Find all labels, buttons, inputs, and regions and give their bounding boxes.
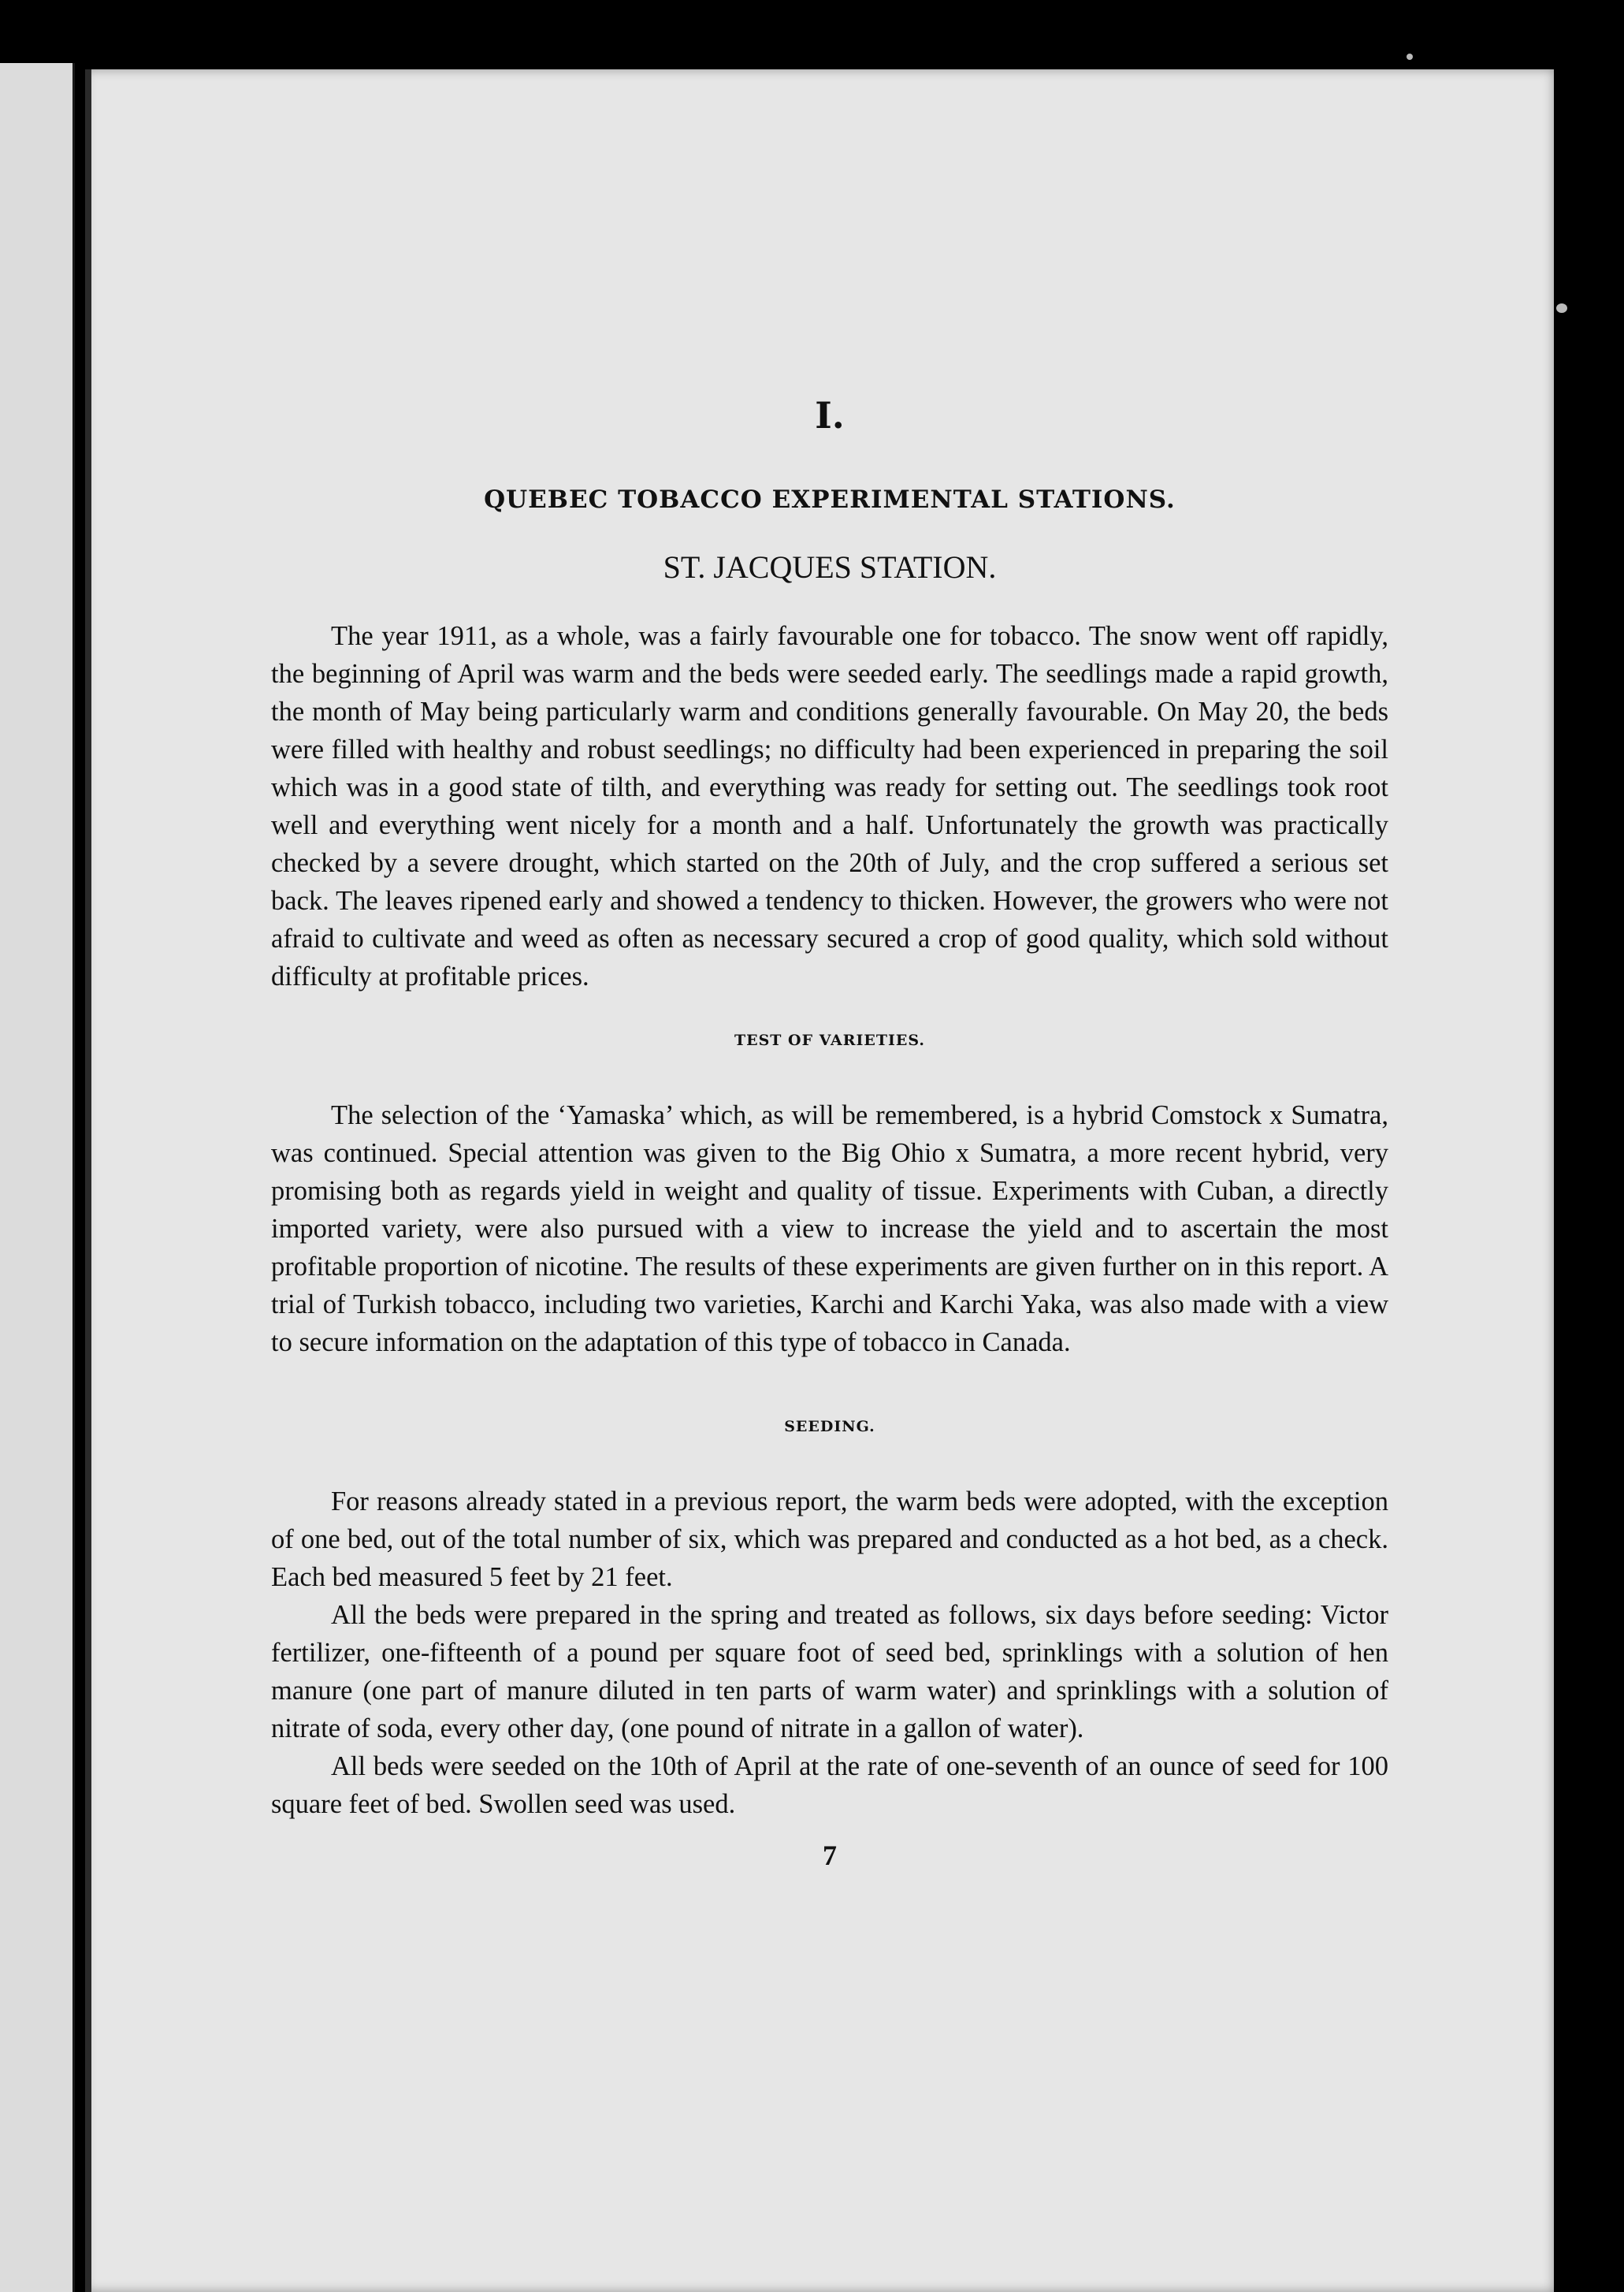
seeding-paragraph: All beds were seeded on the 10th of April at the rate of one-seventh of an ounce of seed for 100 square feet of bed. Swollen seed was used.	[271, 1751, 1388, 1819]
seeding-paragraph: All the beds were prepared in the spring and treated as follows, six days before seeding: Victor fertilizer, one-fifteenth of a pound per square foot of seed bed, sprinklings with a solution of hen manure (one part of manure diluted in ten parts of warm water) and sprinklings with a solution of nitrate of soda, every other day, (one pound of nitrate in a gallon of water).	[271, 1600, 1388, 1743]
section-heading-seeding: SEEDING.	[784, 1418, 875, 1435]
page-gutter-shadow	[85, 69, 91, 2292]
main-title: QUEBEC TOBACCO EXPERIMENTAL STATIONS.	[484, 486, 1176, 514]
seeding-paragraph: For reasons already stated in a previous report, the warm beds were adopted, with the exception of one bed, out of the total number of six, which was prepared and conducted as a hot bed, as a check. Each bed measured 5 feet by 21 feet.	[271, 1486, 1388, 1592]
varieties-paragraph: The selection of the ‘Yamaska’ which, as will be remembered, is a hybrid Comstock x Sumatra, was continued. Special attention was given to the Big Ohio x Sumatra, a more recent hybrid, very promising both as regards yield in weight and quality of tissue. Experiments with Cuban, a directly imported variety, were also pursued with a view to increase the yield and to ascertain the most profitable proportion of nicotine. The results of these experiments are given further on in this report. A trial of Turkish tobacco, including two varieties, Karchi and Karchi Yaka, was also made with a view to secure information on the adaptation of this type of tobacco in Canada.	[271, 1100, 1388, 1357]
scan-speck	[1556, 303, 1567, 313]
page-content	[271, 394, 1388, 1872]
facing-page-edge	[0, 63, 75, 2292]
station-title: ST. JACQUES STATION.	[663, 549, 997, 585]
section-heading-varieties: TEST OF VARIETIES.	[734, 1032, 926, 1049]
page-number: 7	[823, 1840, 837, 1871]
intro-paragraph: The year 1911, as a whole, was a fairly favourable one for tobacco. The snow went off rapidly, the beginning of April was warm and the beds were seeded early. The seedlings made a rapid growth, the month of May being particularly warm and conditions generally favourable. On May 20, the beds were filled with healthy and robust seedlings; no difficulty had been experienced in preparing the soil which was in a good state of tilth, and everything was ready for setting out. The seedlings took root well and everything went nicely for a month and a half. Unfortunately the growth was practically checked by a severe drought, which started on the 20th of July, and the crop suffered a serious set back. The leaves ripened early and showed a tendency to thicken. However, the growers who were not afraid to cultivate and weed as often as necessary secured a crop of good quality, which sold without difficulty at profitable prices.	[271, 621, 1388, 992]
chapter-numeral: I.	[815, 394, 845, 437]
scan-speck	[1407, 54, 1413, 60]
